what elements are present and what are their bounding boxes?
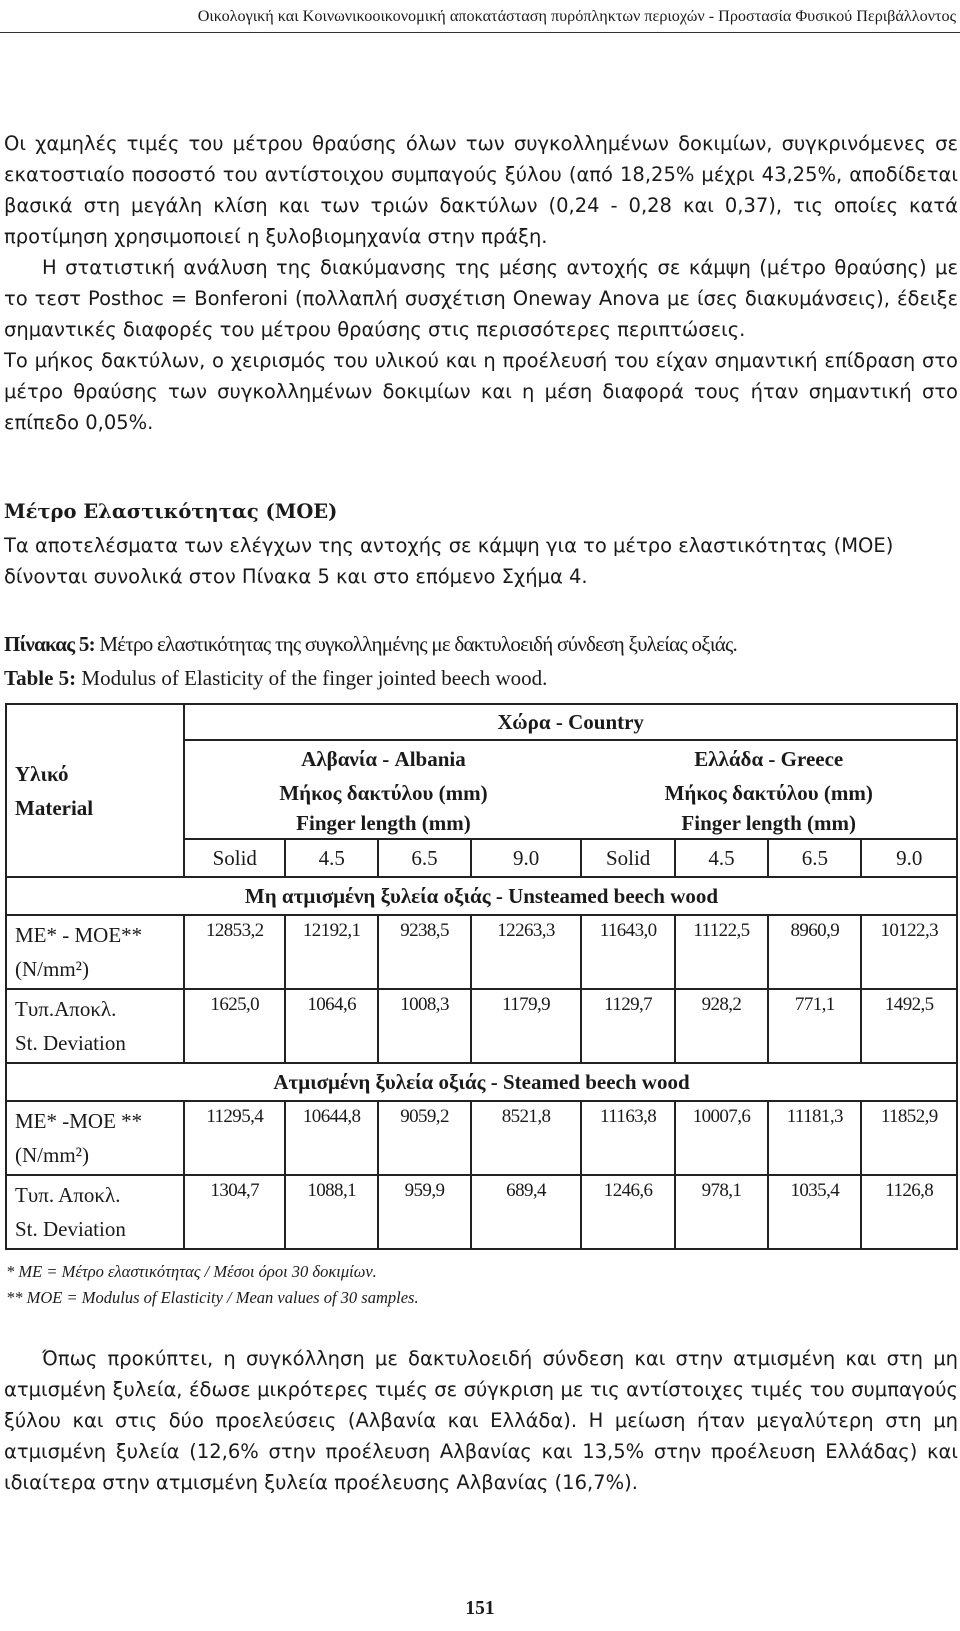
material-header-greek: Υλικό — [15, 761, 69, 786]
origin-albania: Αλβανία - Albania — [184, 740, 581, 778]
table-header-row-country — [6, 704, 957, 740]
table-cell: 11163,8 — [581, 1101, 674, 1175]
material-header-english: Material — [15, 795, 94, 820]
table-cell: 10122,3 — [861, 915, 957, 989]
table-caption-english-text: Modulus of Elasticity of the finger jointed beech wood. — [81, 666, 548, 690]
running-header-text: Οικολογική και Κοινωνικοοικονομική αποκατάσταση πυρόπληκτων περιοχών - Προστασία Φυσικού Περιβάλλοντος — [197, 7, 956, 25]
table-caption-greek-label: Πίνακας 5: — [4, 632, 95, 656]
table-cell: 11181,3 — [768, 1101, 861, 1175]
subcolumn-header: Solid — [184, 839, 285, 877]
table-cell: 8521,8 — [471, 1101, 582, 1175]
table-cell: 12192,1 — [285, 915, 378, 989]
table-cell: 1035,4 — [768, 1175, 861, 1249]
paragraph-2: Η στατιστική ανάλυση της διακύμανσης της μέσης αντοχής σε κάμψη (μέτρο θραύσης) με το τεστ Posthoc = Bonferoni (πολλαπλή συσχέτιση Oneway Anova με ίσες διακυμάνσεις), έδειξε σημαντικές διαφορές του μέτρου θραύσης στις περισσότερες περιπτώσεις. — [4, 256, 958, 341]
table-cell: 959,9 — [378, 1175, 470, 1249]
finger-length-albania — [184, 778, 581, 839]
finger-length-greece-english: Finger length (mm) — [681, 811, 857, 835]
table-cell: 11295,4 — [184, 1101, 285, 1175]
page-number: 151 — [465, 1598, 495, 1619]
footnote-1: * ΜΕ = Μέτρο ελαστικότητας / Μέσοι όροι 30 δοκιμίων. — [6, 1262, 377, 1281]
finger-length-albania-greek: Μήκος δακτύλου (mm) — [279, 781, 488, 805]
row-label-line-1: Τυπ. Αποκλ. — [15, 1183, 121, 1207]
table-cell: 1625,0 — [184, 989, 285, 1063]
row-label — [6, 915, 184, 989]
origin-greece: Ελλάδα - Greece — [581, 740, 957, 778]
table-cell: 9059,2 — [378, 1101, 470, 1175]
table-cell: 10644,8 — [285, 1101, 378, 1175]
moe-table — [5, 703, 958, 1250]
section-text: Τα αποτελέσματα των ελέγχων της αντοχής σε κάμψη για το μέτρο ελαστικότητας (ΜΟΕ) δίνονται συνολικά στον Πίνακα 5 και στο επόμενο Σχήμα 4. — [4, 534, 894, 588]
table-cell: 11643,0 — [581, 915, 674, 989]
table-cell: 11852,9 — [861, 1101, 957, 1175]
footnote-2: ** MOE = Modulus of Elasticity / Mean values of 30 samples. — [6, 1288, 419, 1307]
section-title-steamed: Ατμισμένη ξυλεία οξιάς - Steamed beech wood — [6, 1063, 957, 1101]
subcolumn-header: 4.5 — [675, 839, 768, 877]
row-label — [6, 1101, 184, 1175]
table-cell: 10007,6 — [675, 1101, 768, 1175]
row-label-line-1: ΜΕ* -ΜΟΕ ** — [15, 1109, 143, 1133]
section-heading: Μέτρο Ελαστικότητας (ΜΟΕ) — [4, 500, 338, 523]
table-row — [6, 1175, 957, 1249]
table-cell: 1008,3 — [378, 989, 470, 1063]
section-title-unsteamed: Μη ατμισμένη ξυλεία οξιάς - Unsteamed beech wood — [6, 877, 957, 915]
table-cell: 8960,9 — [768, 915, 861, 989]
table-cell: 978,1 — [675, 1175, 768, 1249]
row-label-line-2: (N/mm²) — [15, 1143, 89, 1167]
subcolumn-header: 9.0 — [861, 839, 957, 877]
table-cell: 1179,9 — [471, 989, 582, 1063]
table-row — [6, 989, 957, 1063]
table-cell: 12263,3 — [471, 915, 582, 989]
table-caption-greek — [4, 632, 960, 657]
subcolumn-header: 9.0 — [471, 839, 582, 877]
paragraph-4: Όπως προκύπτει, η συγκόλληση με δακτυλοειδή σύνδεση και στην ατμισμένη και στη μη ατμισμένη ξυλεία, έδωσε μικρότερες τιμές σε σύγκριση με τις αντίστοιχες τιμές του συμπαγούς ξύλου και στις δύο προελεύσεις (Αλβανία και Ελλάδα). Η μείωση ήταν μεγαλύτερη στη μη ατμισμένη ξυλεία (12,6% στην προέλευση Αλβανίας και 13,5% στην προέλευση Ελλάδας) και ιδιαίτερα στην ατμισμένη ξυλεία προέλευσης Αλβανίας (16,7%). — [4, 1347, 958, 1494]
paragraph-3: Το μήκος δακτύλων, ο χειρισμός του υλικού και η προέλευσή του είχαν σημαντική επίδραση στο μέτρο θραύσης των συγκολλημένων δοκιμίων και η μέση διαφορά τους ήταν σημαντική στο επίπεδο 0,05%. — [4, 349, 958, 434]
table-cell: 928,2 — [675, 989, 768, 1063]
row-label-line-1: ΜΕ* - ΜΟΕ** — [15, 923, 143, 947]
table-cell: 11122,5 — [675, 915, 768, 989]
finger-length-greece — [581, 778, 957, 839]
row-label-line-2: St. Deviation — [15, 1031, 126, 1055]
material-header-cell — [6, 704, 184, 877]
table-cell: 1492,5 — [861, 989, 957, 1063]
table-cell: 9238,5 — [378, 915, 470, 989]
table-caption-english — [4, 666, 960, 691]
table-caption-english-label: Table 5: — [4, 666, 77, 690]
table-cell: 1129,7 — [581, 989, 674, 1063]
table-cell: 1126,8 — [861, 1175, 957, 1249]
row-label-line-2: (N/mm²) — [15, 957, 89, 981]
table-cell: 12853,2 — [184, 915, 285, 989]
running-header — [0, 0, 960, 33]
table-cell: 1304,7 — [184, 1175, 285, 1249]
table-cell: 689,4 — [471, 1175, 582, 1249]
subcolumn-header: 4.5 — [285, 839, 378, 877]
section-row-unsteamed — [6, 877, 957, 915]
table-row — [6, 1101, 957, 1175]
section-row-steamed — [6, 1063, 957, 1101]
table-row — [6, 915, 957, 989]
row-label — [6, 989, 184, 1063]
row-label-line-2: St. Deviation — [15, 1217, 126, 1241]
body-text-top — [4, 128, 958, 438]
country-header: Χώρα - Country — [184, 704, 957, 740]
subcolumn-header: 6.5 — [378, 839, 470, 877]
table-cell: 1246,6 — [581, 1175, 674, 1249]
subcolumn-header: 6.5 — [768, 839, 861, 877]
table-caption-greek-text: Μέτρο ελαστικότητας της συγκολλημένης με δακτυλοειδή σύνδεση ξυλείας οξιάς. — [99, 632, 738, 656]
table-cell: 1064,6 — [285, 989, 378, 1063]
finger-length-albania-english: Finger length (mm) — [296, 811, 471, 835]
finger-length-greece-greek: Μήκος δακτύλου (mm) — [664, 781, 873, 805]
table-cell: 1088,1 — [285, 1175, 378, 1249]
subcolumn-header: Solid — [581, 839, 674, 877]
row-label-line-1: Τυπ.Αποκλ. — [15, 997, 117, 1021]
table-cell: 771,1 — [768, 989, 861, 1063]
paragraph-1: Οι χαμηλές τιμές του μέτρου θραύσης όλων των συγκολλημένων δοκιμίων, συγκρινόμενες σε εκατοστιαίο ποσοστό του αντίστοιχου συμπαγούς ξύλου (από 18,25% μέχρι 43,25%, αποδίδεται βασικά στη μεγάλη κλίση και των τριών δακτύλων (0,24 - 0,28 και 0,37), τις οποίες κατά προτίμηση χρησιμοποιεί η ξυλοβιομηχανία στην πράξη. — [4, 132, 958, 248]
row-label — [6, 1175, 184, 1249]
